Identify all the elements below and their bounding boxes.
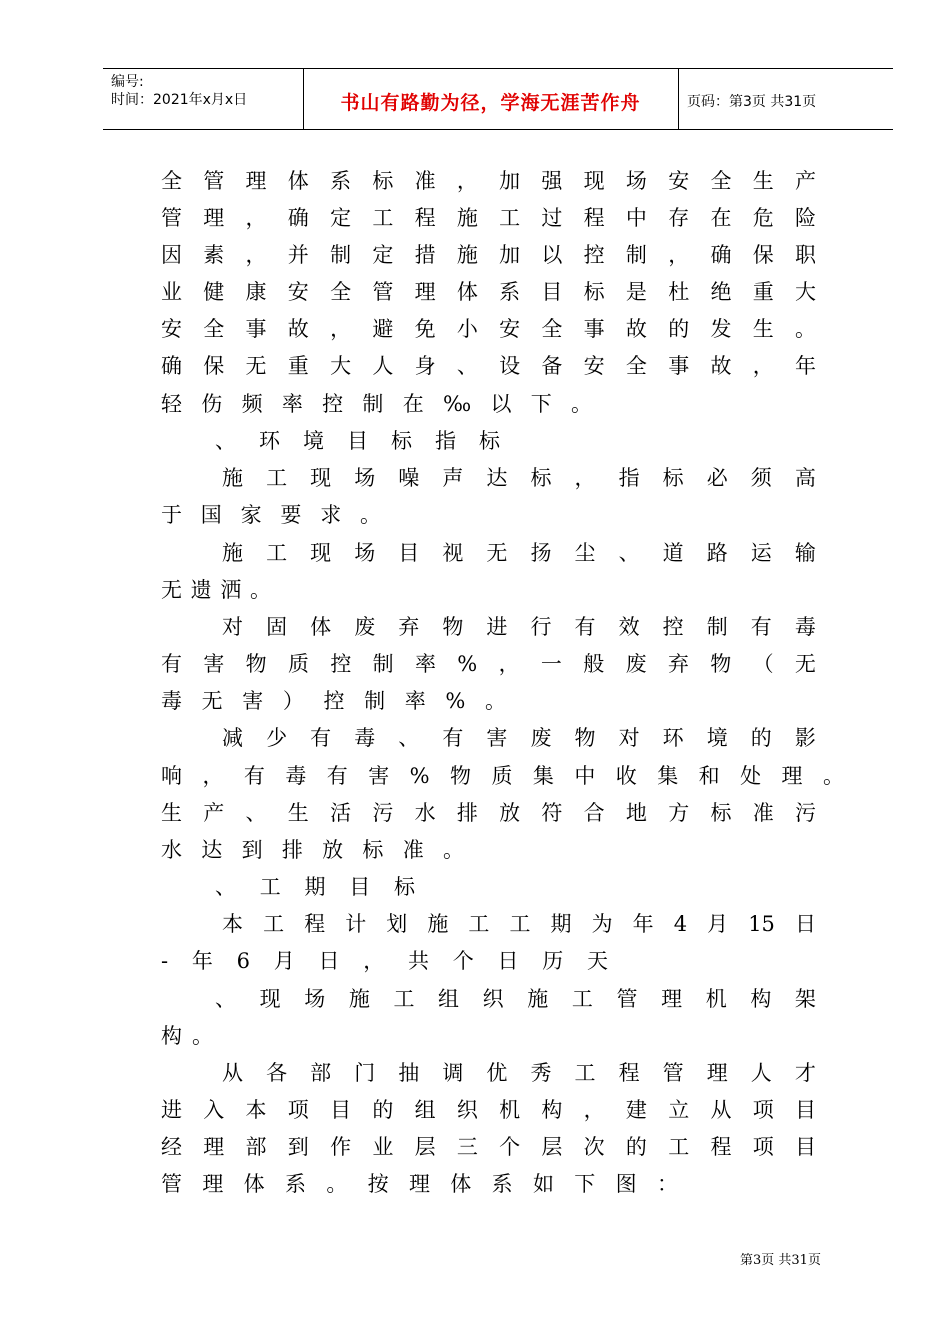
header-meta [103,69,303,129]
document-number-label: 编号: [111,74,144,90]
body-line: 全 管 理 体 系 标 准 ， 加 强 现 场 安 全 生 产 [161,169,816,193]
body-line: 构 。 [161,1024,213,1048]
body-line: 从 各 部 门 抽 调 优 秀 工 程 管 理 人 才 [222,1061,816,1085]
body-line: 管 理 ， 确 定 工 程 施 工 过 程 中 存 在 危 险 [161,206,816,230]
document-time-label: 时间：2021年x月x日 [111,92,248,108]
header-motto-cell [304,69,677,129]
header-page-cell [679,69,893,129]
body-line: 因 素 ， 并 制 定 措 施 加 以 控 制 ， 确 保 职 [161,243,816,267]
footer-page-number: 第3页 共31页 [740,1253,821,1268]
body-line: - 年 6 月 日 ， 共 个 日 历 天 [161,949,608,973]
body-line: 响 ， 有 毒 有 害 % 物 质 集 中 收 集 和 处 理 。 [161,764,844,788]
body-line: 对 固 体 废 弃 物 进 行 有 效 控 制 有 毒 [222,615,816,639]
header-page-number: 页码：第3页 共31页 [687,94,817,110]
body-line: 业 健 康 安 全 管 理 体 系 目 标 是 杜 绝 重 大 [161,280,816,304]
body-line: 、 工 期 目 标 [215,875,415,899]
body-line: 生 产 、 生 活 污 水 排 放 符 合 地 方 标 准 污 [161,801,816,825]
body-line: 进 入 本 项 目 的 组 织 机 构 ， 建 立 从 项 目 [161,1098,816,1122]
body-line: 安 全 事 故 ， 避 免 小 安 全 事 故 的 发 生 。 [161,317,816,341]
body-line: 减 少 有 毒 、 有 害 废 物 对 环 境 的 影 [222,726,816,750]
body-line: 施 工 现 场 噪 声 达 标 ， 指 标 必 须 高 [222,466,816,490]
body-line: 、 环 境 目 标 指 标 [215,429,500,453]
body-line: 有 害 物 质 控 制 率 % ， 一 般 废 弃 物 （ 无 [161,652,816,676]
body-line: 施 工 现 场 目 视 无 扬 尘 、 道 路 运 输 [222,541,816,565]
header-motto: 书山有路勤为径，学海无涯苦作舟 [340,92,641,114]
body-line: 本 工 程 计 划 施 工 工 期 为 年 4 月 15 日 [222,912,816,936]
page-header [103,68,893,130]
body-line: 经 理 部 到 作 业 层 三 个 层 次 的 工 程 项 目 [161,1135,816,1159]
body-line: 无 遗 洒 。 [161,578,271,602]
body-line: 、 现 场 施 工 组 织 施 工 管 理 机 构 架 [215,987,816,1011]
body-line: 毒 无 害 ） 控 制 率 % 。 [161,689,506,713]
body-line: 轻 伤 频 率 控 制 在 ‰ 以 下 。 [161,392,592,416]
body-line: 水 达 到 排 放 标 准 。 [161,838,464,862]
body-line: 于 国 家 要 求 。 [161,503,381,527]
body-line: 管 理 体 系 。 按 理 体 系 如 下 图 ： [161,1172,678,1196]
body-line: 确 保 无 重 大 人 身 、 设 备 安 全 事 故 ， 年 [161,354,816,378]
